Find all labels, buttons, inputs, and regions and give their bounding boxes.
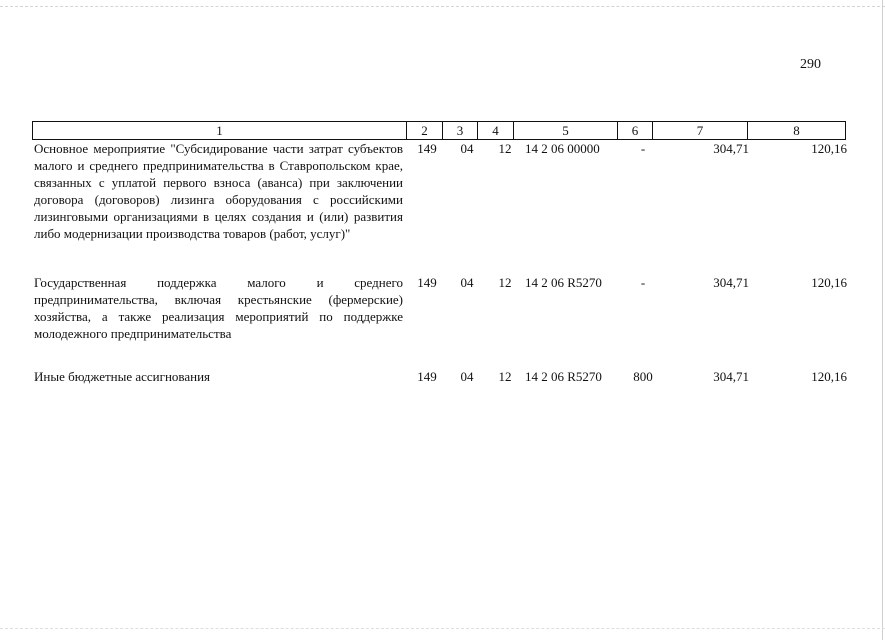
row-code-5: 14 2 06 R5270 [525, 275, 602, 290]
row-code-6: - [640, 141, 646, 156]
row-amount-7: 304,71 [713, 369, 749, 384]
row-description: Иные бюджетные ассигнования [34, 369, 211, 384]
column-header-table [32, 121, 846, 140]
row-description: Государственная поддержка малого и среднего предпринимательства, включая крестьянские (фермерские) хозяйства, а также реализация мероприятий по поддержке молодежного предпринимательства [34, 275, 403, 341]
row-amount-8: 120,16 [811, 275, 847, 290]
row-code-3: 04 [460, 141, 474, 156]
column-header-5: 5 [514, 122, 618, 140]
column-header-2: 2 [407, 122, 443, 140]
page-number: 290 [800, 57, 821, 72]
row-amount-8: 120,16 [811, 369, 847, 384]
row-code-2: 149 [417, 369, 437, 384]
row-amount-8: 120,16 [811, 141, 847, 156]
row-amount-7: 304,71 [713, 141, 749, 156]
row-code-4: 12 [498, 141, 512, 156]
column-header-7: 7 [653, 122, 748, 140]
row-amount-7: 304,71 [713, 275, 749, 290]
row-code-6: - [640, 275, 646, 290]
column-header-6: 6 [618, 122, 653, 140]
row-code-6: 800 [633, 369, 653, 384]
row-code-3: 04 [460, 369, 474, 384]
row-code-5: 14 2 06 R5270 [525, 369, 602, 384]
column-header-4: 4 [478, 122, 514, 140]
row-code-2: 149 [417, 141, 437, 156]
row-code-4: 12 [498, 275, 512, 290]
row-code-3: 04 [460, 275, 474, 290]
row-code-4: 12 [498, 369, 512, 384]
scan-edge-right [882, 0, 883, 640]
scan-edge-top [0, 6, 885, 7]
row-code-5: 14 2 06 00000 [525, 141, 600, 156]
column-header-1: 1 [33, 122, 407, 140]
row-description: Основное мероприятие "Субсидирование части затрат субъектов малого и среднего предпринимательства в Ставропольском крае, связанных с уплатой первого взноса (аванса) при заключении договора (договоров) лизинга оборудования с российскими лизинговыми организациями в целях создания и (или) развития либо модернизации производства товаров (работ, услуг)" [34, 141, 403, 241]
column-header-3: 3 [443, 122, 478, 140]
column-header-8: 8 [748, 122, 846, 140]
scan-edge-bottom [0, 628, 885, 629]
row-code-2: 149 [417, 275, 437, 290]
